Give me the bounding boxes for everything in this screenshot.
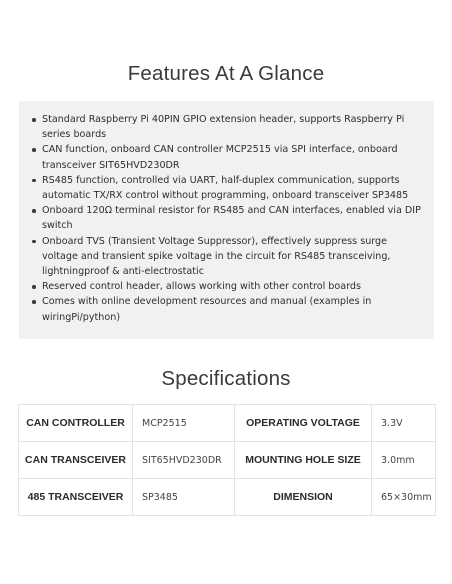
spec-key: 485 TRANSCEIVER: [19, 479, 133, 516]
bullet-icon: [32, 179, 36, 183]
spec-value: 65×30mm: [372, 479, 436, 516]
table-row: [19, 479, 436, 516]
specifications-title: Specifications: [161, 367, 291, 390]
feature-item: [32, 234, 424, 280]
spec-key: CAN TRANSCEIVER: [19, 442, 133, 479]
feature-item: [32, 279, 424, 294]
feature-item: [32, 294, 424, 324]
spec-value: SP3485: [133, 479, 235, 516]
spec-key: CAN CONTROLLER: [19, 405, 133, 442]
feature-text: CAN function, onboard CAN controller MCP2515 via SPI interface, onboard transceiver SIT65HVD230DR: [42, 144, 398, 171]
spec-value: 3.3V: [372, 405, 436, 442]
spec-value: MCP2515: [133, 405, 235, 442]
specifications-table: [18, 404, 436, 516]
bullet-icon: [32, 285, 36, 289]
bullet-icon: [32, 118, 36, 122]
spec-key: DIMENSION: [235, 479, 372, 516]
feature-text: Onboard 120Ω terminal resistor for RS485 and CAN interfaces, enabled via DIP switch: [42, 205, 421, 232]
feature-item: [32, 112, 424, 142]
bullet-icon: [32, 240, 36, 244]
spec-value: SIT65HVD230DR: [133, 442, 235, 479]
bullet-icon: [32, 300, 36, 304]
spec-value: 3.0mm: [372, 442, 436, 479]
spec-key: OPERATING VOLTAGE: [235, 405, 372, 442]
bullet-icon: [32, 148, 36, 152]
feature-item: [32, 142, 424, 172]
table-row: [19, 405, 436, 442]
feature-text: Standard Raspberry Pi 40PIN GPIO extension header, supports Raspberry Pi series boards: [42, 114, 405, 141]
features-title: Features At A Glance: [127, 62, 325, 85]
table-row: [19, 442, 436, 479]
feature-item: [32, 173, 424, 203]
features-panel: [19, 101, 434, 339]
feature-text: Onboard TVS (Transient Voltage Suppressor), effectively suppress surge voltage and transient spike voltage in the circuit for RS485 transceiving, lightningproof & anti-electrostatic: [42, 235, 391, 278]
bullet-icon: [32, 209, 36, 213]
feature-text: Reserved control header, allows working with other control boards: [42, 281, 361, 293]
feature-item: [32, 203, 424, 233]
feature-text: RS485 function, controlled via UART, half-duplex communication, supports automatic TX/RX control without programming, onboard transceiver SP3485: [42, 174, 409, 202]
feature-text: Comes with online development resources and manual (examples in wiringPi/python): [42, 296, 372, 323]
spec-key: MOUNTING HOLE SIZE: [235, 442, 372, 479]
features-list: [32, 112, 424, 325]
